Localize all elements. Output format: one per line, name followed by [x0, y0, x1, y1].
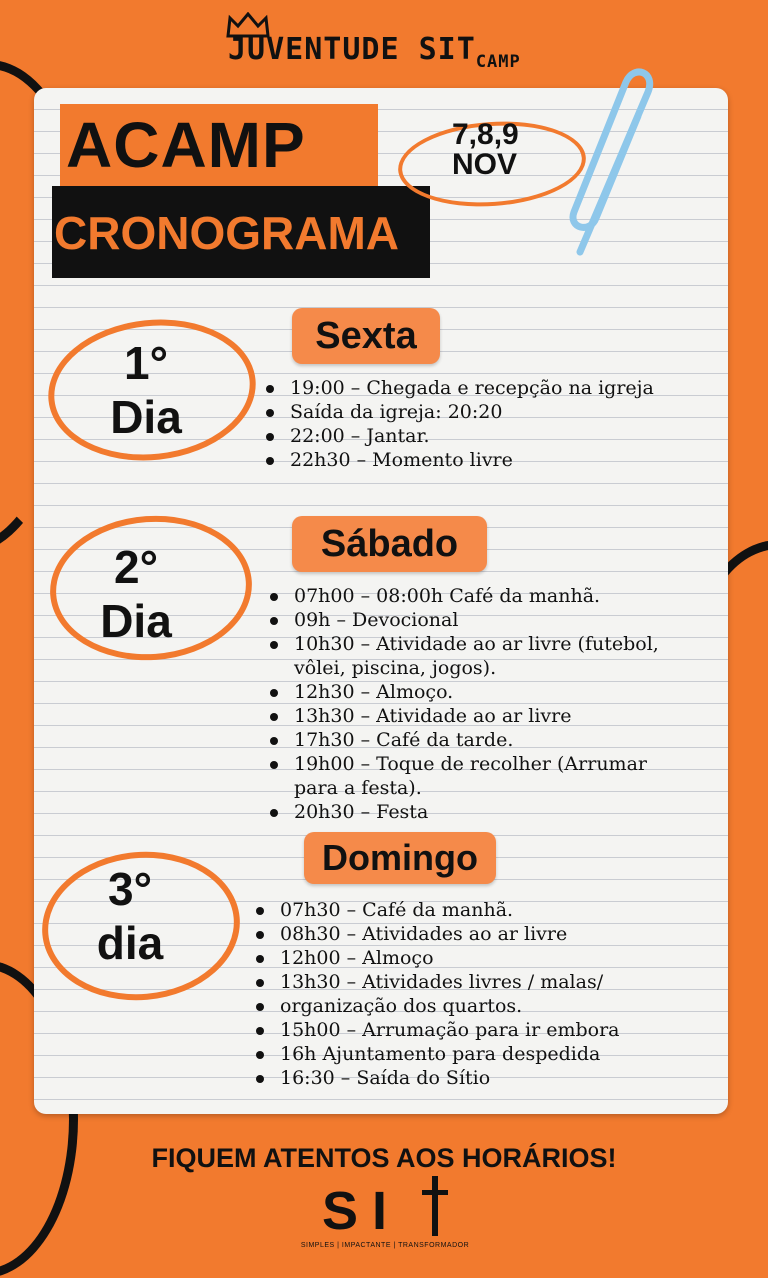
list-item: Saída da igreja: 20:20: [262, 400, 682, 424]
brand-text: JUVENTUDE SIT: [228, 32, 476, 67]
day-3-ordinal: 3°: [108, 863, 152, 915]
list-item: 08h30 – Atividades ao ar livre: [252, 922, 692, 946]
day-1-word: Dia: [110, 391, 182, 443]
list-item: 20h30 – Festa: [266, 800, 686, 824]
list-item: 22h30 – Momento livre: [262, 448, 682, 472]
list-item: 13h30 – Atividades livres / malas/: [252, 970, 692, 994]
list-item: 07h30 – Café da manhã.: [252, 898, 692, 922]
footer-notice: FIQUEM ATENTOS AOS HORÁRIOS!: [151, 1143, 617, 1173]
list-item: 12h30 – Almoço.: [266, 680, 686, 704]
sit-logo: SI: [322, 1181, 402, 1241]
day-1-ordinal: 1°: [124, 337, 168, 389]
day-2-name: Sábado: [320, 523, 459, 565]
date-days: 7,8,9: [452, 118, 519, 151]
brand-logo: [228, 32, 521, 72]
day-3-schedule: [252, 898, 692, 1090]
day-1-label: [86, 336, 206, 444]
list-item: 09h – Devocional: [266, 608, 686, 632]
day-2-label: [76, 540, 196, 648]
day-3-name: Domingo: [322, 837, 478, 878]
list-item: 19h00 – Toque de recolher (Arrumar para a festa).: [266, 752, 686, 800]
list-item: 17h30 – Café da tarde.: [266, 728, 686, 752]
day-2-heading: [292, 516, 487, 572]
day-1-heading: [292, 308, 440, 364]
list-item: 16:30 – Saída do Sítio: [252, 1066, 692, 1090]
day-3-word: dia: [96, 917, 164, 969]
day-1-schedule: [262, 376, 682, 472]
list-item: 07h00 – 08:00h Café da manhã.: [266, 584, 686, 608]
list-item: 13h30 – Atividade ao ar livre: [266, 704, 686, 728]
list-item: 15h00 – Arrumação para ir embora: [252, 1018, 692, 1042]
list-item: 10h30 – Atividade ao ar livre (futebol, vôlei, piscina, jogos).: [266, 632, 686, 680]
list-item: 22:00 – Jantar.: [262, 424, 682, 448]
page-title: ACAMP: [66, 109, 306, 181]
list-item: organização dos quartos.: [252, 994, 692, 1018]
list-item: 12h00 – Almoço: [252, 946, 692, 970]
list-item: 19:00 – Chegada e recepção na igreja: [262, 376, 682, 400]
page-subtitle: CRONOGRAMA: [54, 207, 399, 259]
day-2-word: Dia: [100, 595, 172, 647]
day-3-heading: [304, 832, 496, 884]
day-3-label: [70, 862, 190, 970]
day-2-schedule: [266, 584, 686, 824]
brand-sub: CAMP: [475, 52, 521, 72]
day-1-name: Sexta: [315, 315, 417, 357]
date-month: NOV: [452, 148, 518, 181]
day-2-ordinal: 2°: [114, 541, 158, 593]
logo-tagline: SIMPLES | IMPACTANTE | TRANSFORMADOR: [300, 1242, 470, 1249]
cross-icon: [420, 1176, 450, 1236]
event-date: [452, 118, 519, 181]
list-item: 16h Ajuntamento para despedida: [252, 1042, 692, 1066]
